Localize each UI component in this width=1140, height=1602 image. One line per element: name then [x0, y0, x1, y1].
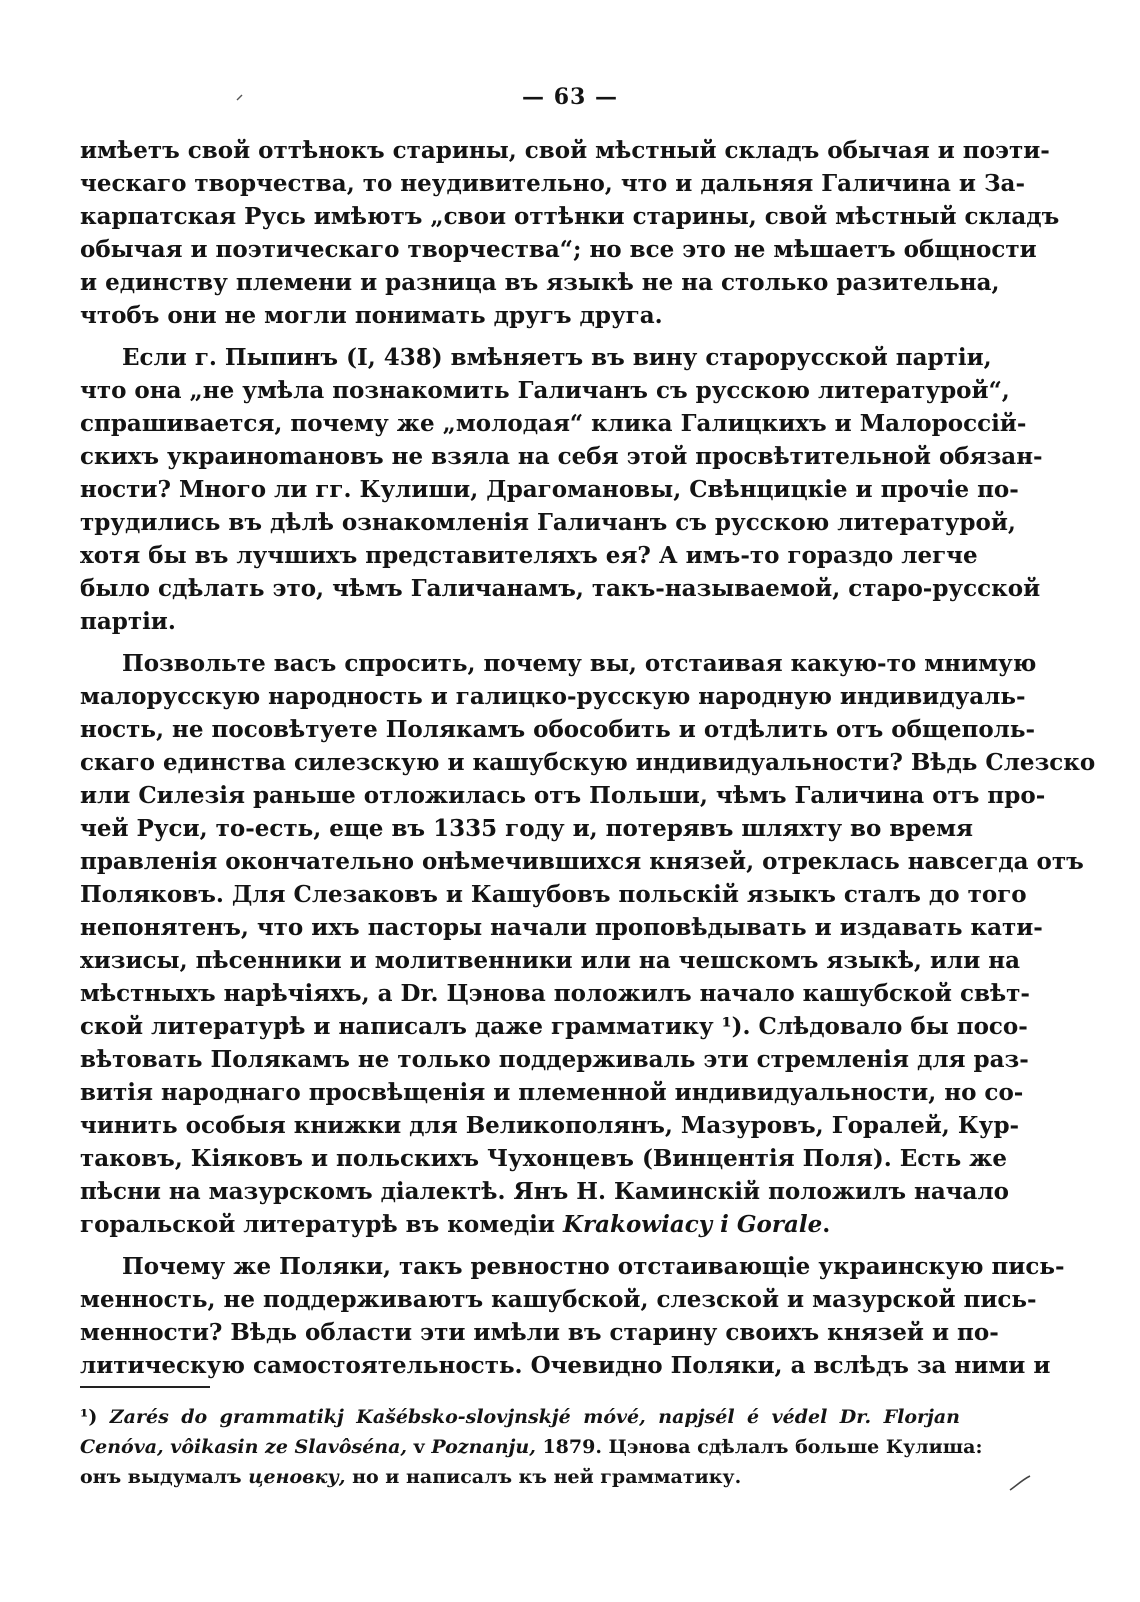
text-line: непонятенъ, что ихъ пасторы начали проповѣдывать и издавать кати-	[80, 914, 1043, 941]
paragraph-1	[80, 134, 1060, 332]
text-line: скихъ украиноmановъ не взяла на себя этой просвѣтительной обязан-	[80, 443, 1043, 470]
text-line: и единству племени и разница въ языкѣ не на столько разительна,	[80, 269, 1000, 296]
text-line: спрашивается, почему же „молодая“ клика Галицкихъ и Малороссій-	[80, 410, 1027, 437]
text-line: хизисы, пѣсенники и молитвенники или на чешскомъ языкѣ, или на	[80, 947, 1021, 974]
text-line: мѣстныхъ нарѣчіяхъ, а Dr. Цэнова положилъ начало кашубской свѣт-	[80, 980, 1030, 1007]
text-line: Позвольте васъ спросить, почему вы, отстаивая какую-то мнимую	[122, 650, 1037, 677]
footnote-divider	[80, 1386, 210, 1388]
text-line: чинить особыя книжки для Великополянъ, Мазуровъ, Горалей, Кур-	[80, 1112, 1020, 1139]
text-line: вѣтовать Полякамъ не только поддерживаль эти стремленія для раз-	[80, 1046, 1029, 1073]
text-line: пѣсни на мазурскомъ діалектѣ. Янъ Н. Каминскій положилъ начало	[80, 1178, 1010, 1205]
footnote-author: Dr. Florjan	[839, 1406, 961, 1428]
text-line: правленія окончательно онѣмечившихся князей, отреклась навсегда отъ	[80, 848, 1084, 875]
footnote	[80, 1402, 983, 1492]
text-line: таковъ, Кіяковъ и польскихъ Чухонцевъ (Винцентія Поля). Есть же	[80, 1145, 1008, 1172]
text-line: Поляковъ. Для Слезаковъ и Кашубовъ польскій языкъ сталъ до того	[80, 881, 1027, 908]
scan-speck-icon	[236, 94, 244, 102]
footnote-line-3: онъ выдумалъ ценовку, но и написалъ къ ней грамматику.	[80, 1466, 742, 1488]
margin-pen-mark-icon	[1008, 1474, 1032, 1492]
paragraph-2	[80, 341, 1043, 638]
text-line: литическую самостоятельность. Очевидно Поляки, а вслѣдъ за ними и	[80, 1352, 1051, 1379]
text-line: ности? Много ли гг. Кулиши, Драгомановы, Свѣнцицкіе и прочіе по-	[80, 476, 1019, 503]
text-line: Почему же Поляки, такъ ревностно отстаивающіе украинскую пись-	[122, 1253, 1065, 1280]
text-line: обычая и поэтическаго творчества“; но все это не мѣшаетъ общности	[80, 236, 1037, 263]
footnote-title: Zarés do grammatikj Kašébsko-slovjnskjé móvé,	[109, 1406, 646, 1428]
body-text	[80, 134, 1096, 1391]
text-line: скаго единства силезскую и кашубскую индивидуальности? Вѣдь Слезско	[80, 749, 1096, 776]
footnote-line-1	[80, 1402, 960, 1432]
text-line: малорусскую народность и галицко-русскую народную индивидуаль-	[80, 683, 1026, 710]
page-number: — 63 —	[522, 84, 618, 110]
footnote-author-note: napjsél é védel	[658, 1406, 828, 1428]
text-line: трудились въ дѣлѣ ознакомленія Галичанъ съ русскою литературой,	[80, 509, 1016, 536]
text-line: ской литературѣ и написалъ даже грамматику ¹). Слѣдовало бы посо-	[80, 1013, 1028, 1040]
italic-title: Krakowiacy i Gorale	[563, 1211, 823, 1238]
text-line: менность, не поддерживаютъ кашубской, слезской и мазурской пись-	[80, 1286, 1037, 1313]
paragraph-3	[80, 647, 1096, 1241]
text-line: имѣетъ свой оттѣнокъ старины, свой мѣстный складъ обычая и поэти-	[80, 137, 1050, 164]
text-line: чей Руси, то-есть, еще въ 1335 году и, потерявъ шляхту во время	[80, 815, 974, 842]
paragraph-4	[80, 1250, 1065, 1382]
text-line: горальской литературѣ въ комедіи Krakowiacy i Gorale.	[80, 1211, 831, 1238]
text-line: ческаго творчества, то неудивительно, что и дальняя Галичина и За-	[80, 170, 1026, 197]
text-line: что она „не умѣла познакомить Галичанъ съ русскою литературой“,	[80, 377, 1010, 404]
text-line: или Силезія раньше отложилась отъ Польши, чѣмъ Галичина отъ про-	[80, 782, 1046, 809]
text-line: чтобъ они не могли понимать другъ друга.	[80, 302, 663, 329]
text-line: ность, не посовѣтуете Полякамъ обособить и отдѣлить отъ общеполь-	[80, 716, 1036, 743]
text-line: Если г. Пыпинъ (I, 438) вмѣняетъ въ вину старорусской партіи,	[122, 344, 992, 371]
text-line: карпатская Русь имѣютъ „свои оттѣнки старины, свой мѣстный складъ	[80, 203, 1060, 230]
text-line: партіи.	[80, 608, 176, 635]
text-line: хотя бы въ лучшихъ представителяхъ ея? А имъ-то гораздо легче	[80, 542, 978, 569]
footnote-line-2: Cenóva, vôikasin ze Slavôséna, v Poznanju, 1879. Цэнова сдѣлалъ больше Кулиша:	[80, 1436, 983, 1458]
footnote-marker: ¹)	[80, 1406, 98, 1428]
text-line: витія народнаго просвѣщенія и племенной индивидуальности, но со-	[80, 1079, 1024, 1106]
text-line: было сдѣлать это, чѣмъ Галичанамъ, такъ-называемой, старо-русской	[80, 575, 1041, 602]
text-line: менности? Вѣдь области эти имѣли въ старину своихъ князей и по-	[80, 1319, 999, 1346]
